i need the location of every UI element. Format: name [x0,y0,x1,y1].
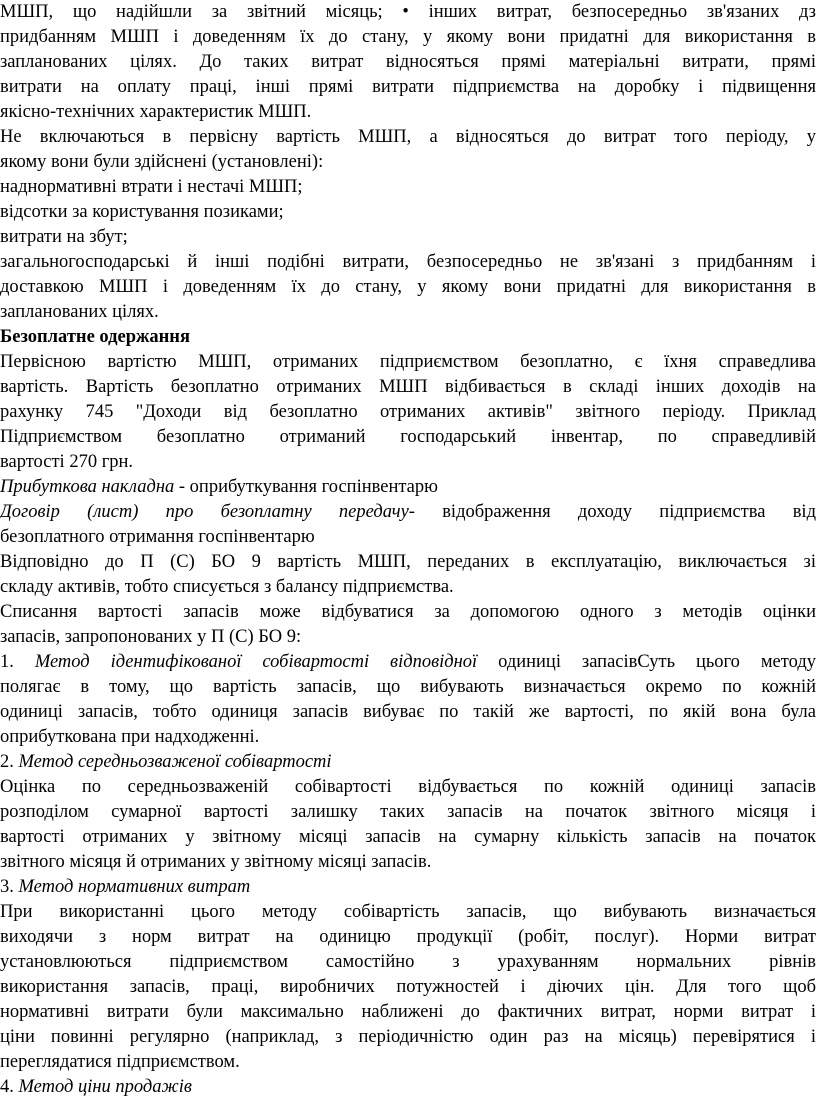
text-line: Не включаються в первісну вартість МШП, а відносяться до витрат того періоду, у [0,127,816,147]
text-line: ціни повинні регулярно (наприклад, з періодичністю один раз на місяць) перевірятися і [0,1027,816,1047]
text-line [0,500,816,525]
text-span: - оприбуткування госпінвентарю [174,477,438,497]
text-line: вартості 270 грн. [0,452,134,472]
text-span: одиниці запасівСуть цього методу [477,652,816,672]
italic-term: Прибуткова накладна [0,477,175,497]
text-line: загальногосподарські й інші подібні витрати, безпосередньо не зв'язані з придбанням і [0,252,816,272]
text-line [0,475,816,500]
text-line: Списання вартості запасів може відбуватися за допомогою одного з методів оцінки [0,602,816,622]
text-line: МШП, що надійшли за звітний місяць; • інших витрат, безпосередньо зв'язаних дз [0,2,816,22]
text-line: Первісною вартістю МШП, отриманих підприємством безоплатно, є їхня справедлива [0,352,816,372]
text-line: звітного місяця й отриманих у звітному місяці запасів. [0,852,432,872]
text-line: установлюються підприємством самостійно з урахуванням нормальних рівнів [0,952,816,972]
italic-term: Метод ідентифікованої собівартості відповідної [34,652,478,672]
text-line: наднормативні втрати і нестачі МШП; [0,177,303,197]
text-line: одиниці запасів, тобто одиниця запасів вибуває по такій же вартості, по якій вона була [0,702,816,722]
italic-term: Договір (лист) про безоплатну передачу- [0,502,415,522]
text-line: запланованих цілях. До таких витрат відносяться прямі матеріальні витрати, прямі [0,52,816,72]
list-number: 1. [0,652,35,672]
italic-term: Метод нормативних витрат [18,877,251,897]
text-line: придбанням МШП і доведенням їх до стану, у якому вони придатні для використання в [0,27,816,47]
text-line: безоплатного отримання госпінвентарю [0,527,315,547]
text-line: полягає в тому, що вартість запасів, що вибувають визначається окремо по кожній [0,677,816,697]
text-line: Оцінка по середньозваженій собівартості відбувається по кожній одиниці запасів [0,777,816,797]
text-line: доставкою МШП і доведенням їх до стану, у якому вони придатні для використання в [0,277,816,297]
text-line [0,1075,816,1100]
text-line: виходячи з норм витрат на одиницю продукції (робіт, послуг). Норми витрат [0,927,816,947]
text-line: нормативні витрати були максимально наближені до фактичних витрат, норми витрат і [0,1002,816,1022]
text-line: Підприємством безоплатно отриманий господарський інвентар, по справедливій [0,427,816,447]
text-line: якому вони були здійснені (установлені): [0,152,324,172]
text-line: рахунку 745 "Доходи від безоплатно отриманих активів" звітного періоду. Приклад [0,402,816,422]
list-number: 4. [0,1077,19,1097]
section-heading: Безоплатне одержання [0,327,190,347]
text-line: використання запасів, праці, виробничих потужностей і діючих цін. Для того щоб [0,977,816,997]
italic-term: Метод ціни продажів [18,1077,192,1097]
italic-term: Метод середньозваженої собівартості [18,752,332,772]
text-line: вартість. Вартість безоплатно отриманих МШП відбивається в складі інших доходів на [0,377,816,397]
text-span: відображення доходу підприємства від [414,502,816,522]
text-line: Відповідно до П (С) БО 9 вартість МШП, переданих в експлуатацію, виключається зі [0,552,816,572]
list-number: 3. [0,877,19,897]
text-line: вартості отриманих у звітному місяці запасів на сумарну кількість запасів на початок [0,827,816,847]
text-line: складу активів, тобто списується з балансу підприємства. [0,577,454,597]
text-line: оприбуткована при надходженні. [0,727,260,747]
text-line: витрати на оплату праці, інші прямі витрати підприємства на доробку і підвищення [0,77,816,97]
text-line [0,650,816,675]
text-line: переглядатися підприємством. [0,1052,240,1072]
text-line: якісно-технічних характеристик МШП. [0,102,312,122]
text-line: запланованих цілях. [0,302,159,322]
text-line: розподілом сумарної вартості залишку таких запасів на початок звітного місяця і [0,802,816,822]
text-line [0,875,816,900]
text-line: витрати на збут; [0,227,128,247]
text-line [0,750,816,775]
text-line: відсотки за користування позиками; [0,202,284,222]
text-line: запасів, запропонованих у П (С) БО 9: [0,627,302,647]
text-line: При використанні цього методу собівартість запасів, що вибувають визначається [0,902,816,922]
list-number: 2. [0,752,19,772]
